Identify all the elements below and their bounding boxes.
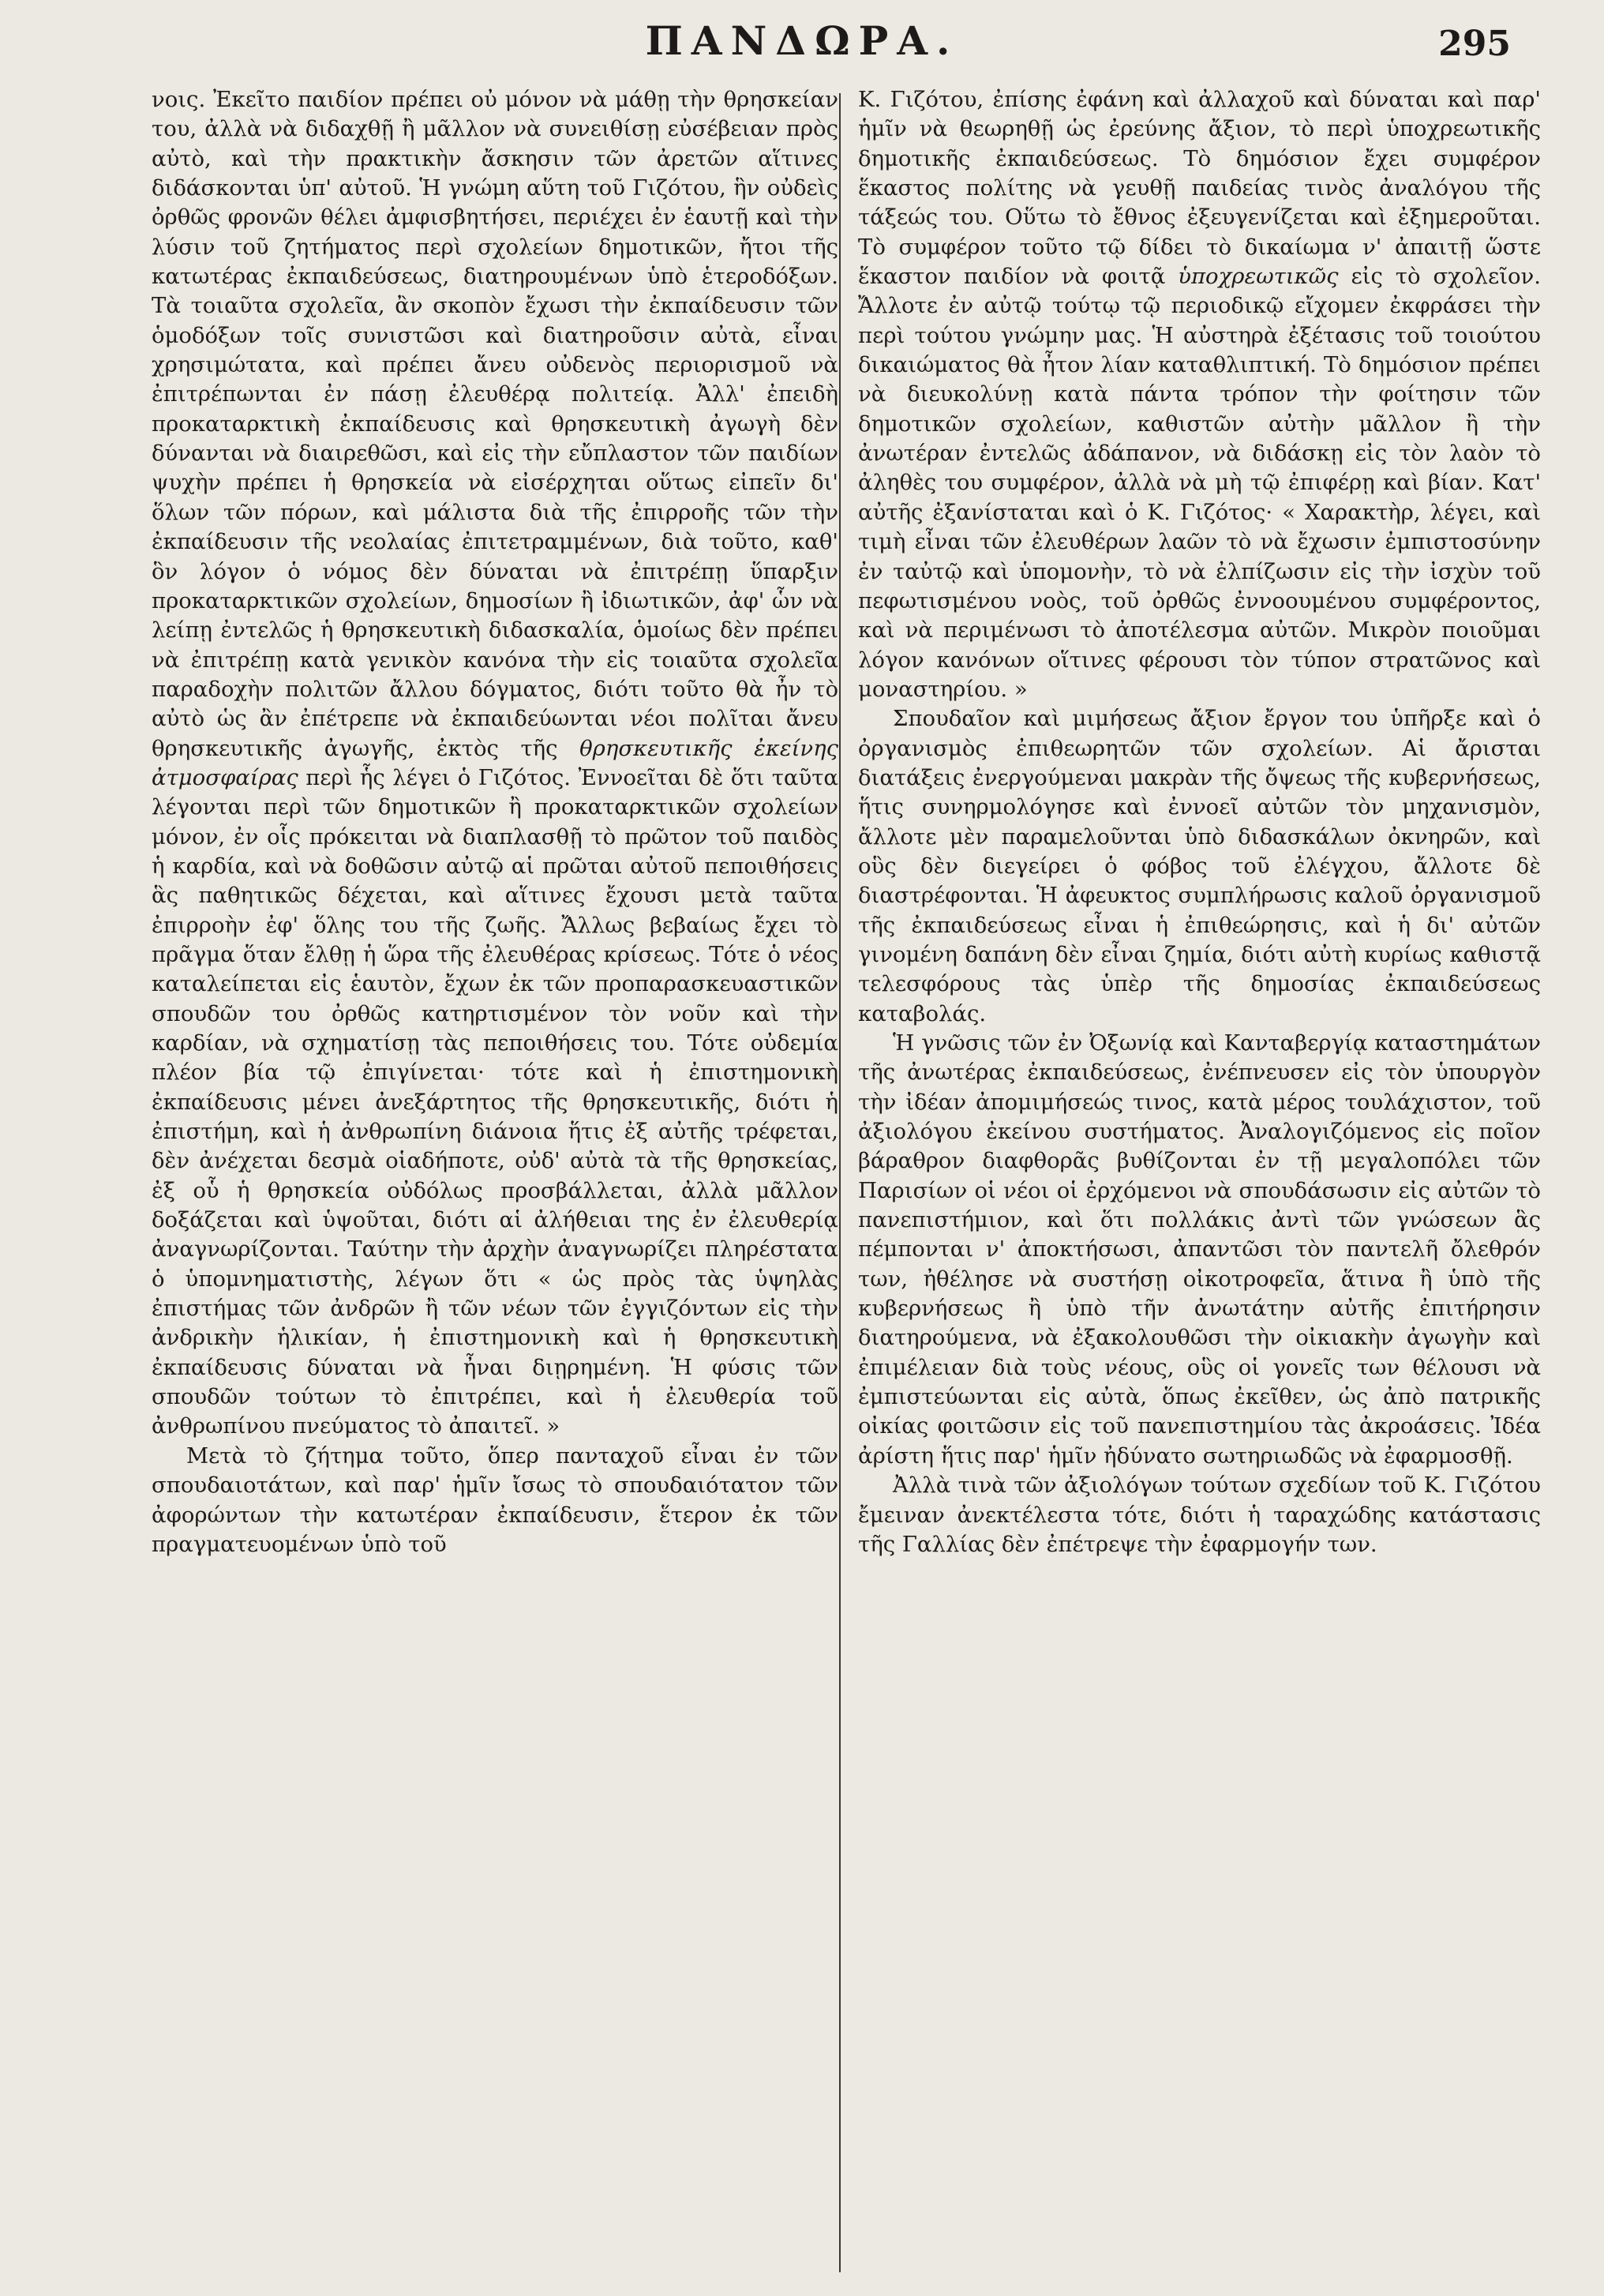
- column-divider: [839, 93, 841, 2272]
- left-column: [152, 85, 838, 1559]
- page-header: [0, 0, 1604, 87]
- right-paragraph-4: Ἀλλὰ τινὰ τῶν ἀξιολόγων τούτων σχεδίων τοῦ Κ. Γιζότου ἔμειναν ἀνεκτέλεστα τότε, διότι ἡ ταραχώδης κατάστασις τῆς Γαλλίας δὲν ἐπέτρεψε τὴν ἐφαρμογήν των.: [858, 1473, 1541, 1557]
- left-paragraph-1-tail: περὶ ἧς λέγει ὁ Γιζότος. Ἐννοεῖται δὲ ὅτι ταῦτα λέγονται περὶ τῶν δημοτικῶν ἢ προκαταρκτικῶν σχολείων μόνον, ἐν οἷς πρόκειται νὰ διαπλασθῇ τὸ πρῶτον τοῦ παιδὸς ἡ καρδία, καὶ νὰ δοθῶσιν αὐτῷ αἱ πρῶται αὐτοῦ πεποιθήσεις ἃς παθητικῶς δέχεται, καὶ αἵτινες ἔχουσι μετὰ ταῦτα ἐπιρροὴν ἐφ' ὅλης του τῆς ζωῆς. Ἄλλως βεβαίως ἔχει τὸ πρᾶγμα ὅταν ἔλθῃ ἡ ὥρα τῆς ἐλευθέρας κρίσεως. Τότε ὁ νέος καταλείπεται εἰς ἑαυτὸν, ἔχων ἐκ τῶν προπαρασκευαστικῶν σπουδῶν του ὀρθῶς κατηρτισμένον τὸν νοῦν καὶ τὴν καρδίαν, νὰ σχηματίσῃ τὰς πεποιθήσεις του. Τότε οὐδεμία πλέον βία τῷ ἐπιγίνεται· τότε καὶ ἡ ἐπιστημονικὴ ἐκπαίδευσις μένει ἀνεξάρτητος τῆς θρησκευτικῆς, διότι ἡ ἐπιστήμη, καὶ ἡ ἀνθρωπίνη διάνοια ἥτις ἐξ αὐτῆς τρέφεται, δὲν ἀνέχεται δεσμὰ οἱαδήποτε, οὐδ' αὐτὰ τὰ τῆς θρησκείας, ἐξ οὗ ἡ θρησκεία οὐδόλως προσβάλλεται, ἀλλὰ μᾶλλον δοξάζεται καὶ ὑψοῦται, διότι αἱ ἀλήθειαι της ἐν ἐλευθερίᾳ ἀναγνωρίζονται. Ταύτην τὴν ἀρχὴν ἀναγνωρίζει πληρέστατα ὁ ὑπομνηματιστὴς, λέγων ὅτι « ὡς πρὸς τὰς ὑψηλὰς ἐπιστήμας τῶν ἀνδρῶν ἢ τῶν νέων τῶν ἐγγιζόντων εἰς τὴν ἀνδρικὴν ἡλικίαν, ἡ ἐπιστημονικὴ καὶ ἡ θρησκευτικὴ ἐκπαίδευσις δύναται νὰ ἦναι διῃρημένη. Ἡ φύσις τῶν σπουδῶν τούτων τὸ ἐπιτρέπει, καὶ ἡ ἐλευθερία τοῦ ἀνθρωπίνου πνεύματος τὸ ἀπαιτεῖ. »: [152, 764, 838, 1439]
- left-paragraph-1-italic: θρησκευτικῆς ἐκείνης ἀτμοσφαίρας: [152, 735, 838, 790]
- journal-title: ΠΑΝΔΩΡΑ.: [645, 17, 959, 64]
- left-paragraph-2: Μετὰ τὸ ζήτημα τοῦτο, ὅπερ πανταχοῦ εἶναι ἐν τῶν σπουδαιοτάτων, καὶ παρ' ἡμῖν ἴσως τὸ σπουδαιότατον τῶν ἀφορώντων τὴν κατωτέραν ἐκπαίδευσιν, ἕτερον ἐκ τῶν πραγματευομένων ὑπὸ τοῦ: [152, 1443, 838, 1557]
- right-column: [858, 85, 1541, 1559]
- right-paragraph-1: [858, 85, 1541, 704]
- left-paragraph-1-text: νοις. Ἐκεῖτο παιδίον πρέπει οὐ μόνον νὰ μάθῃ τὴν θρησκείαν του, ἀλλὰ νὰ διδαχθῇ ἢ μᾶλλον νὰ συνειθίσῃ εὐσέβειαν πρὸς αὐτὸ, καὶ τὴν πρακτικὴν ἄσκησιν τῶν ἀρετῶν αἵτινες διδάσκονται ὑπ' αὐτοῦ. Ἡ γνώμη αὕτη τοῦ Γιζότου, ἣν οὐδεὶς ὀρθῶς φρονῶν θέλει ἀμφισβητήσει, περιέχει ἐν ἑαυτῇ καὶ τὴν λύσιν τοῦ ζητήματος περὶ σχολείων δημοτικῶν, ἤτοι τῆς κατωτέρας ἐκπαιδεύσεως, διατηρουμένων ὑπὸ ἑτεροδόξων. Τὰ τοιαῦτα σχολεῖα, ἂν σκοπὸν ἔχωσι τὴν ἐκπαίδευσιν τῶν ὁμοδόξων τοῖς συνιστῶσι καὶ διατηροῦσιν αὐτὰ, εἶναι χρησιμώτατα, καὶ πρέπει ἄνευ οὐδενὸς περιορισμοῦ νὰ ἐπιτρέπωνται ἐν πάσῃ ἐλευθέρᾳ πολιτείᾳ. Ἀλλ' ἐπειδὴ προκαταρκτικὴ ἐκπαίδευσις καὶ θρησκευτικὴ ἀγωγὴ δὲν δύνανται νὰ διαιρεθῶσι, καὶ εἰς τὴν εὔπλαστον τῶν παιδίων ψυχὴν πρέπει ἡ θρησκεία νὰ εἰσέρχηται οὕτως εἰπεῖν δι' ὅλων τῶν πόρων, καὶ μάλιστα διὰ τῆς ἐπιρροῆς τῶν τὴν ἐκπαίδευσιν τῆς νεολαίας ἐπιτετραμμένων, διὰ τοῦτο, καθ' ὃν λόγον ὁ νόμος δὲν δύναται νὰ ἐπιτρέπῃ ὕπαρξιν προκαταρκτικῶν σχολείων, δημοσίων ἢ ἰδιωτικῶν, ἀφ' ὧν νὰ λείπῃ ἐντελῶς ἡ θρησκευτικὴ διδασκαλία, ὁμοίως δὲν πρέπει νὰ ἐπιτρέπῃ κατὰ γενικὸν κανόνα τὴν εἰς τοιαῦτα σχολεῖα παραδοχὴν πολιτῶν ἄλλου δόγματος, διότι τοῦτο θὰ ἦν τὸ αὐτὸ ὡς ἂν ἐπέτρεπε νὰ ἐκπαιδεύωνται νέοι πολῖται ἄνευ θρησκευτικῆς ἀγωγῆς, ἐκτὸς τῆς: [152, 87, 838, 761]
- right-paragraph-1-text: Κ. Γιζότου, ἐπίσης ἐφάνη καὶ ἀλλαχοῦ καὶ δύναται καὶ παρ' ἡμῖν νὰ θεωρηθῇ ὡς ἐρεύνης ἄξιον, τὸ περὶ ὑποχρεωτικῆς δημοτικῆς ἐκπαιδεύσεως. Τὸ δημόσιον ἔχει συμφέρον ἕκαστος πολίτης νὰ γευθῇ παιδείας τινὸς ἀναλόγου τῆς τάξεώς του. Οὕτω τὸ ἔθνος ἐξευγενίζεται καὶ ἐξημεροῦται. Τὸ συμφέρον τοῦτο τῷ δίδει τὸ δικαίωμα ν' ἀπαιτῇ ὥστε ἕκαστον παιδίον νὰ φοιτᾷ: [858, 87, 1541, 290]
- right-paragraph-3: Ἡ γνῶσις τῶν ἐν Ὀξωνίᾳ καὶ Κανταβεργίᾳ καταστημάτων τῆς ἀνωτέρας ἐκπαιδεύσεως, ἐνέπνευσεν εἰς τὸν ὑπουργὸν τὴν ἰδέαν ἀπομιμήσεώς τινος, κατὰ μέρος τουλάχιστον, τοῦ ἀξιολόγου ἐκείνου συστήματος. Ἀναλογιζόμενος εἰς ποῖον βάραθρον διαφθορᾶς βυθίζονται ἐν τῇ μεγαλοπόλει τῶν Παρισίων οἱ νέοι οἱ ἐρχόμενοι νὰ σπουδάσωσιν εἰς αὐτῶν τὸ πανεπιστήμιον, καὶ ὅτι πολλάκις ἀντὶ τῶν γνώσεων ἃς πέμπονται ν' ἀποκτήσωσι, ἀπαντῶσι τὸν παντελῆ ὄλεθρόν των, ἠθέλησε νὰ συστήσῃ οἰκοτροφεῖα, ἅτινα ἢ ὑπὸ τῆς κυβερνήσεως ἢ ὑπὸ τῆν ἀνωτάτην αὐτῆς ἐπιτήρησιν διατηρούμενα, νὰ ἐξακολουθῶσι τὴν οἰκιακὴν ἀγωγὴν καὶ ἐπιμέλειαν διὰ τοὺς νέους, οὓς οἱ γονεῖς των θέλουσι νὰ ἐμπιστεύωνται εἰς αὐτὰ, ὅπως ἐκεῖθεν, ὡς ἀπὸ πατρικῆς οἰκίας φοιτῶσιν εἰς τοῦ πανεπιστημίου τὰς ἀκροάσεις. Ἰδέα ἀρίστη ἥτις παρ' ἡμῖν ἠδύνατο σωτηριωδῶς νὰ ἐφαρμοσθῇ.: [858, 1030, 1541, 1469]
- right-paragraph-2: Σπουδαῖον καὶ μιμήσεως ἄξιον ἔργον του ὑπῆρξε καὶ ὁ ὀργανισμὸς ἐπιθεωρητῶν τῶν σχολείων. Αἱ ἄρισται διατάξεις ἐνεργούμεναι μακρὰν τῆς ὄψεως τῆς κυβερνήσεως, ἥτις συνηρμολόγησε καὶ ἐννοεῖ αὐτῶν τὸν μηχανισμὸν, ἄλλοτε μὲν παραμελοῦνται ὑπὸ διδασκάλων ὀκνηρῶν, καὶ οὓς δὲν διεγείρει ὁ φόβος τοῦ ἐλέγχου, ἄλλοτε δὲ διαστρέφονται. Ἡ ἀφευκτος συμπλήρωσις καλοῦ ὀργανισμοῦ τῆς ἐκπαιδεύσεως εἶναι ἡ ἐπιθεώρησις, καὶ ἡ δι' αὐτῶν γινομένη δαπάνη δὲν εἶναι ζημία, διότι αὐτὴ κυρίως καθιστᾷ τελεσφόρους τὰς ὑπὲρ τῆς δημοσίας ἐκπαιδεύσεως καταβολάς.: [858, 706, 1541, 1026]
- page-number: 295: [1438, 24, 1511, 64]
- left-paragraph-1: [152, 85, 838, 1442]
- right-paragraph-1-tail: εἰς τὸ σχολεῖον. Ἄλλοτε ἐν αὐτῷ τούτῳ τῷ περιοδικῷ εἴχομεν ἐκφράσει τὴν περὶ τούτου γνώμην μας. Ἡ αὐστηρὰ ἐξέτασις τοῦ τοιούτου δικαιώματος θὰ ἦτον λίαν καταθλιπτική. Τὸ δημόσιον πρέπει νὰ διευκολύνῃ κατὰ πάντα τρόπον τὴν φοίτησιν τῶν δημοτικῶν σχολείων, καθιστῶν αὐτὴν μᾶλλον ἢ τὴν ἀνωτέραν ἐντελῶς ἀδάπανον, νὰ διδάσκῃ εἰς τὸν λαὸν τὸ ἀληθὲς του συμφέρον, ἀλλὰ νὰ μὴ τῷ ἐπιφέρῃ καὶ βίαν. Κατ' αὐτῆς ἐξανίσταται καὶ ὁ Κ. Γιζότος· « Χαρακτὴρ, λέγει, καὶ τιμὴ εἶναι τῶν ἐλευθέρων λαῶν τὸ νὰ ἔχωσιν ἐμπιστοσύνην ἐν ταὐτῷ καὶ ὑπομονὴν, τὸ νὰ ἐλπίζωσιν εἰς τὴν ἰσχὺν τοῦ πεφωτισμένου νοὸς, τοῦ ὀρθῶς ἐννοουμένου συμφέροντος, καὶ νὰ περιμένωσι τὸ ἀποτέλεσμα αὐτῶν. Μικρὸν ποιοῦμαι λόγον κανόνων οἵτινες φέρουσι τὸν τύπον στρατῶνος καὶ μοναστηρίου. »: [858, 264, 1541, 702]
- right-paragraph-1-italic: ὑποχρεωτικῶς: [1178, 264, 1339, 290]
